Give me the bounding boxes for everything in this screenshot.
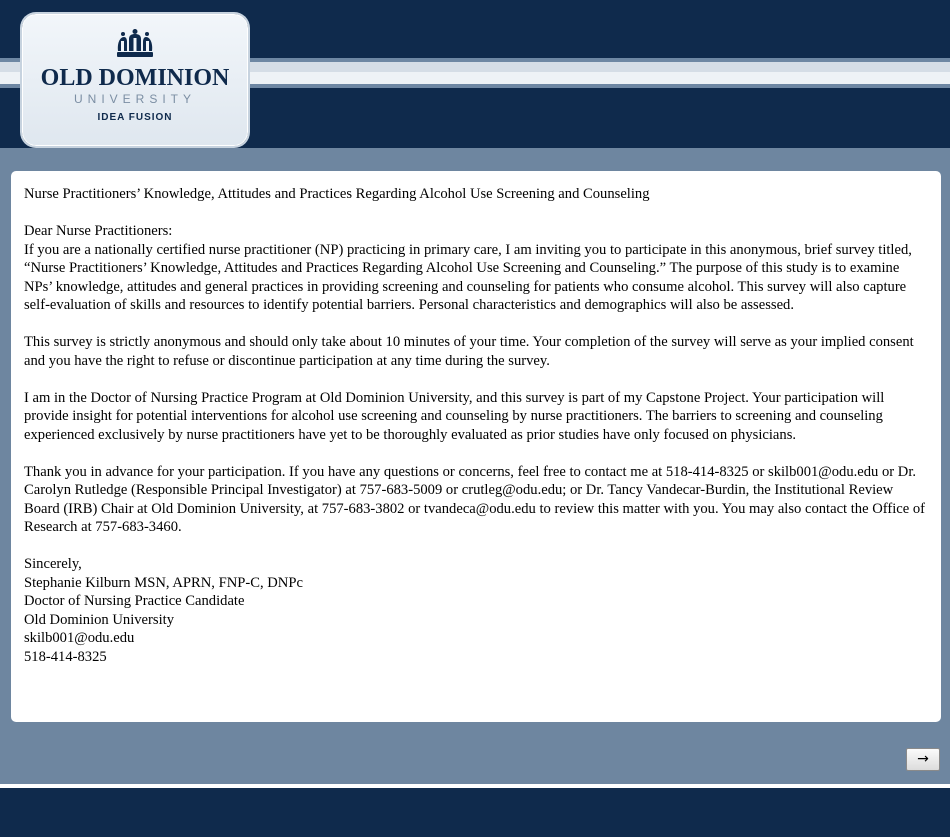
signature-phone: 518-414-8325 [24,648,107,665]
letter-paragraph-contact: Thank you in advance for your participation. If you have any questions or concerns, feel free to contact me at 518-414-8325 or skilb001@odu.edu or Dr. Carolyn Rutledge (Responsible Principal Investigator) at 757-683-5009 or crutleg@odu.edu; or Dr. Tancy Vandecar-Burdin, the Institutional Review Board (IRB) Chair at Old Dominion University, at 757-683-3802 or tvandeca@odu.edu to review this matter with you. You may also contact the Office of Research at 757-683-3460. [24,463,926,535]
letter-paragraph-consent: This survey is strictly anonymous and should only take about 10 minutes of your time. Your completion of the survey will serve as your implied consent and you have the right to refuse or discontinue participation at any time during the survey. [24,334,914,369]
logo-subtitle: UNIVERSITY [73,92,196,106]
closing: Sincerely, [24,556,82,572]
footer-banner [0,788,950,837]
logo-tagline: IDEA FUSION [97,112,173,123]
signature-email: skilb001@odu.edu [24,630,135,646]
logo-wordmark: OLD DOMINION [40,65,230,91]
crown-icon [115,29,155,59]
letter-paragraph-purpose: If you are a nationally certified nurse practitioner (NP) practicing in primary care, I am inviting you to participate in this anonymous, brief survey titled, “Nurse Practitioners’ Knowledge, Attitudes and Practices Regarding Alcohol Use Screening and Counseling.” The purpose of this study is to examine NPs’ knowledge, attitudes and general practices in providing screening and counseling for patients who consume alcohol. This survey will also capture self-evaluation of skills and resources to identify potential barriers. Personal characteristics and demographics will also be assessed. [24,241,912,313]
salutation: Dear Nurse Practitioners: [24,223,173,239]
signature-institution: Old Dominion University [24,611,174,628]
signature-role: Doctor of Nursing Practice Candidate [24,593,245,609]
next-button[interactable]: → [906,748,940,771]
survey-title: Nurse Practitioners’ Knowledge, Attitudes and Practices Regarding Alcohol Use Screening and Counseling [24,186,650,202]
university-logo [22,14,248,146]
header-banner [0,0,950,148]
survey-main-area [0,148,950,784]
letter-paragraph-program: I am in the Doctor of Nursing Practice Program at Old Dominion University, and this survey is part of my Capstone Project. Your participation will provide insight for potential interventions for alcohol use screening and counseling by nurse practitioners. The barriers to screening and counseling experienced exclusively by nurse practitioners have yet to be thoroughly evaluated as prior studies have only focused on physicians. [24,389,885,443]
signature-name: Stephanie Kilburn MSN, APRN, FNP-C, DNPc [24,574,303,591]
intro-letter-card [11,171,941,722]
